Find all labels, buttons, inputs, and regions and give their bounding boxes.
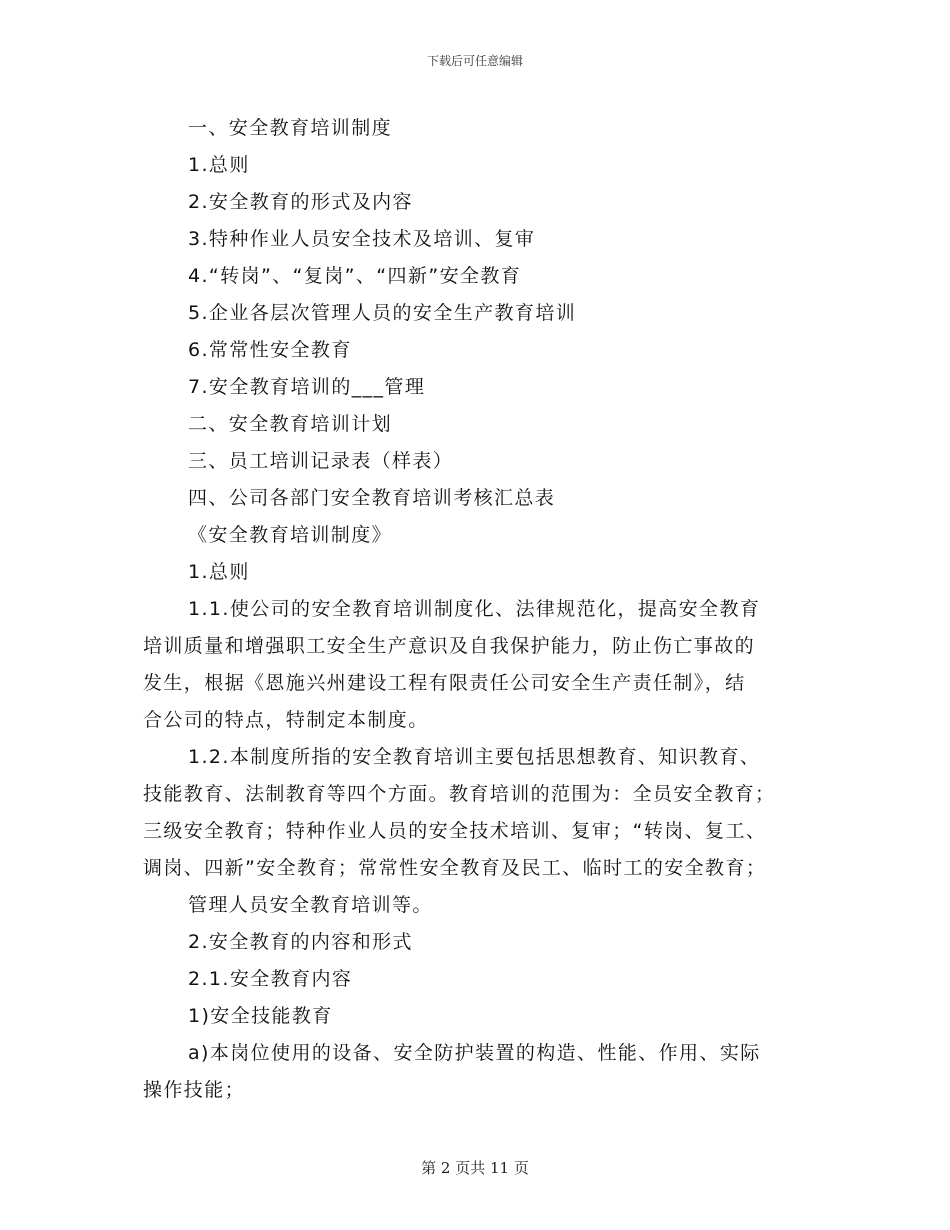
paragraph-line: 1.1.使公司的安全教育培训制度化、法律规范化，提高安全教育 <box>188 598 761 620</box>
document-body <box>143 110 808 1109</box>
toc-item-4: 3.特种作业人员安全技术及培训、复审 <box>188 228 536 250</box>
paragraph-line: 合公司的特点，特制定本制度。 <box>143 709 429 731</box>
toc-item-2: 1.总则 <box>188 154 250 176</box>
document-title: 《安全教育培训制度》 <box>188 524 393 546</box>
paragraph-line: 发生，根据《恩施兴州建设工程有限责任公司安全生产责任制》，结 <box>143 672 746 694</box>
toc-item-1: 一、安全教育培训制度 <box>188 117 393 139</box>
paragraph-line: 调岗、四新”安全教育；常常性安全教育及民工、临时工的安全教育； <box>143 857 767 879</box>
toc-item-8: 7.安全教育培训的___管理 <box>188 376 426 398</box>
paragraph-line: 1.2.本制度所指的安全教育培训主要包括思想教育、知识教育、 <box>188 746 761 768</box>
item-a <box>143 1035 808 1109</box>
toc-item-5: 4.“转岗”、“复岗”、“四新”安全教育 <box>188 265 522 287</box>
page-header: 下载后可任意编辑 <box>426 54 523 68</box>
paragraph-1-2 <box>143 739 808 924</box>
paragraph-line: 培训质量和增强职工安全生产意识及自我保护能力，防止伤亡事故的 <box>143 635 756 657</box>
paragraph-1-1 <box>143 591 808 739</box>
paragraph-line: 操作技能； <box>143 1079 246 1101</box>
paragraph-line: 技能教育、法制教育等四个方面。教育培训的范围为：全员安全教育； <box>143 783 776 805</box>
paragraph-line: 三级安全教育；特种作业人员的安全技术培训、复审；“转岗、复工、 <box>143 820 767 842</box>
toc-item-10: 三、员工培训记录表（样表） <box>188 450 454 472</box>
item-heading: 1)安全技能教育 <box>188 1005 333 1027</box>
toc-item-3: 2.安全教育的形式及内容 <box>188 191 413 213</box>
toc-item-7: 6.常常性安全教育 <box>188 339 352 361</box>
subsection-heading: 2.1.安全教育内容 <box>188 968 353 990</box>
paragraph-line: a)本岗位使用的设备、安全防护装置的构造、性能、作用、实际 <box>188 1042 761 1064</box>
page-footer: 第 2 页共 11 页 <box>421 1159 529 1177</box>
toc-item-9: 二、安全教育培训计划 <box>188 413 393 435</box>
section-heading-general: 1.总则 <box>188 561 250 583</box>
toc-item-11: 四、公司各部门安全教育培训考核汇总表 <box>188 487 556 509</box>
toc-item-6: 5.企业各层次管理人员的安全生产教育培训 <box>188 302 577 324</box>
paragraph-line: 管理人员安全教育培训等。 <box>188 894 433 916</box>
section-heading-content-form: 2.安全教育的内容和形式 <box>188 931 413 953</box>
